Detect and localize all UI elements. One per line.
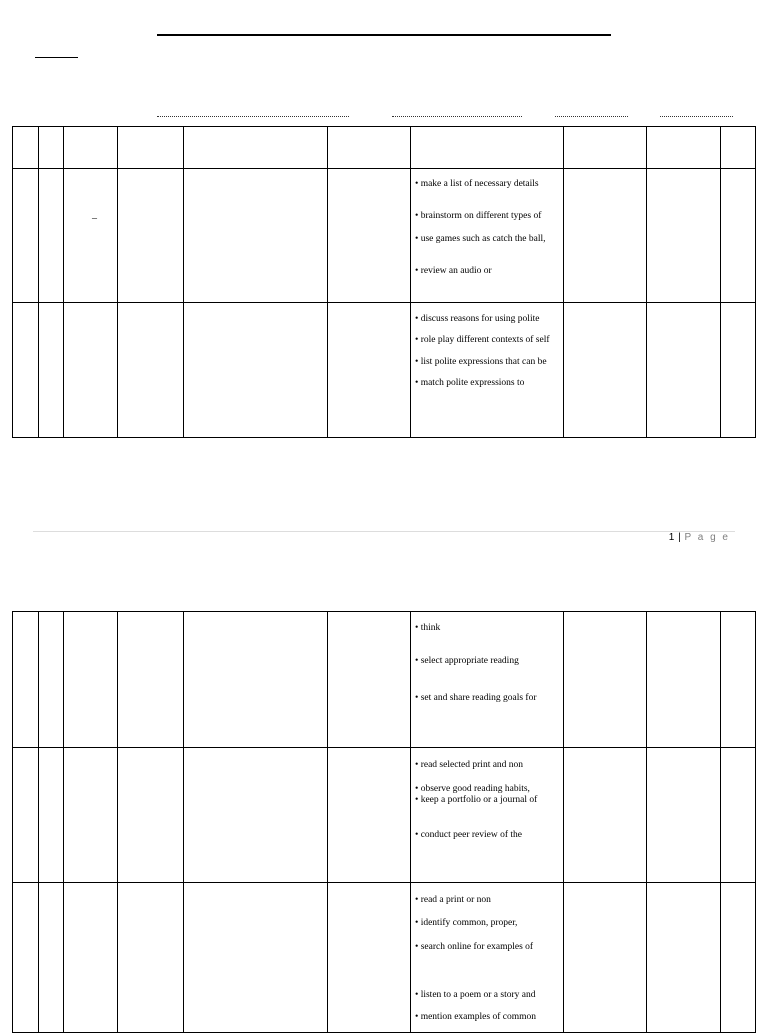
activities-list [411,169,563,278]
table-row [13,748,756,883]
activities-cell [411,748,564,883]
table-row [13,303,756,438]
activity-item: • conduct peer review of the [415,830,522,841]
dotted-fill-line-2 [392,116,522,117]
header-cell [647,127,721,169]
header-cell [721,127,756,169]
table-row [13,612,756,748]
activities-cell [411,612,564,748]
header-cell [39,127,64,169]
scheme-table-page-2 [12,611,756,1033]
table-row [13,169,756,303]
activities-list [411,883,563,1023]
activity-item: • brainstorm on different types of [415,211,542,222]
activity-item: • review an audio or [415,266,492,277]
title-underline [157,34,611,36]
page-number: 1 | P a g e [668,532,730,543]
topic-cell [64,169,118,303]
activities-cell [411,303,564,438]
page-divider [33,531,735,532]
activities-cell [411,169,564,303]
activity-item: • set and share reading goals for [415,692,537,703]
header-cell [64,127,118,169]
scheme-table-page-1 [12,126,756,438]
activity-item: • mention examples of common [415,1011,536,1022]
header-cell [184,127,328,169]
header-cell [13,127,39,169]
activity-item: • make a list of necessary details [415,179,539,189]
activity-item: • select appropriate reading [415,656,519,667]
activity-item: • observe good reading habits, [415,784,530,795]
activities-cell [411,883,564,1033]
activity-item: • read a print or non [415,895,491,905]
activities-list [411,612,563,704]
activity-item: • list polite expressions that can be [415,356,547,367]
dotted-fill-line-4 [660,116,733,117]
activity-item: • role play different contexts of self [415,335,550,346]
activity-item: • discuss reasons for using polite [415,314,540,324]
activity-item: • use games such as catch the ball, [415,233,546,244]
header-cell [328,127,411,169]
activity-item: • keep a portfolio or a journal of [415,794,538,805]
activities-list [411,748,563,842]
activity-item: • identify common, proper, [415,918,518,929]
subtitle-underline [35,57,78,58]
dotted-fill-line-3 [555,116,628,117]
activities-list [411,303,563,390]
activity-item: • listen to a poem or a story and [415,990,536,1001]
table-header-row [13,127,756,169]
header-cell [118,127,184,169]
activity-item: • search online for examples of [415,941,534,952]
header-cell [411,127,564,169]
dotted-fill-line-1 [157,116,349,117]
header-cell [564,127,647,169]
activity-item: • read selected print and non [415,760,524,770]
activity-item: • match polite expressions to [415,378,525,389]
activity-item: • think [415,623,441,633]
table-row [13,883,756,1033]
dash-mark: – [92,213,97,224]
